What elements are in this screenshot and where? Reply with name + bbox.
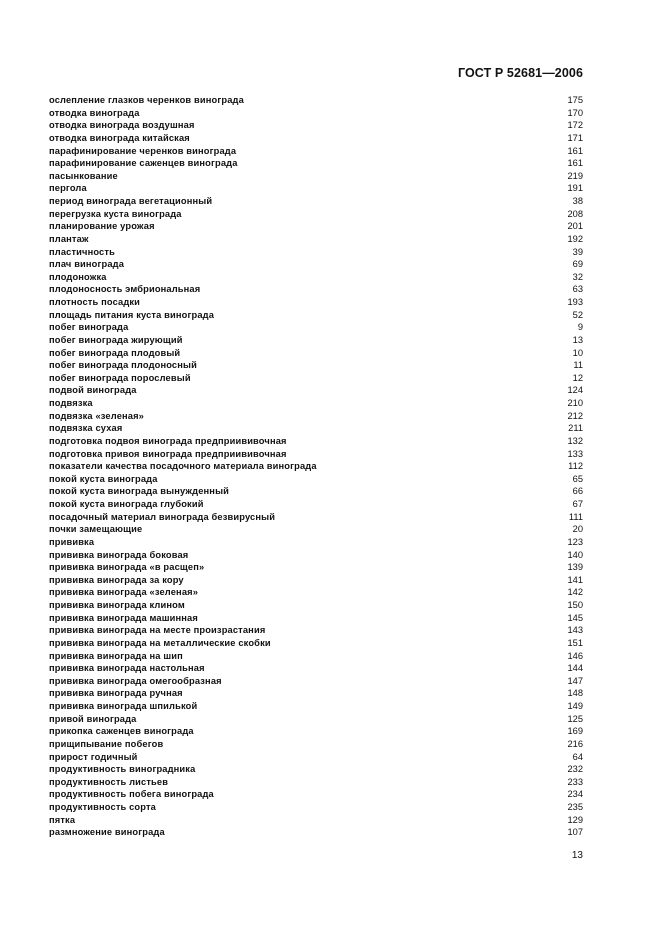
index-term: прививка винограда машинная — [49, 612, 198, 623]
index-page-number: 148 — [567, 688, 583, 699]
index-page-number: 133 — [567, 448, 583, 459]
index-entry — [49, 347, 583, 360]
index-term: прищипывание побегов — [49, 738, 164, 749]
index-entry — [49, 94, 583, 107]
index-entry — [49, 650, 583, 663]
index-term: прививка винограда на месте произрастания — [49, 625, 266, 636]
index-entry — [49, 574, 583, 587]
index-page-number: 212 — [567, 410, 583, 421]
index-page-number: 149 — [567, 701, 583, 711]
index-page-number: 143 — [567, 625, 583, 636]
index-entry — [49, 309, 583, 322]
index-term: прививка винограда омегообразная — [49, 675, 222, 686]
index-page-number: 107 — [567, 827, 583, 838]
index-term: подвязка — [49, 398, 93, 408]
index-term: плодоносность эмбриональная — [49, 284, 201, 295]
index-entry — [49, 511, 583, 524]
index-entry — [49, 687, 583, 700]
index-entry — [49, 296, 583, 309]
index-entry — [49, 751, 583, 764]
index-entry — [49, 182, 583, 195]
index-entry — [49, 258, 583, 271]
index-page-number: 235 — [567, 802, 583, 812]
index-entry — [49, 599, 583, 612]
index-page-number: 124 — [567, 385, 583, 396]
index-entry — [49, 220, 583, 233]
index-term: прививка винограда за кору — [49, 574, 184, 585]
index-term: пергола — [49, 183, 87, 194]
index-entry — [49, 549, 583, 562]
index-page-number: 147 — [567, 675, 583, 686]
index-entry — [49, 233, 583, 246]
index-term: отводка винограда китайская — [49, 132, 190, 143]
index-term: пластичность — [49, 246, 115, 257]
index-page-number: 129 — [567, 814, 583, 825]
index-page-number: 13 — [572, 334, 583, 345]
index-page-number: 175 — [567, 95, 583, 105]
index-entry — [49, 725, 583, 738]
index-term: продуктивность сорта — [49, 802, 156, 812]
index-page-number: 67 — [572, 499, 583, 509]
index-page-number: 9 — [577, 322, 583, 333]
index-entry — [49, 561, 583, 574]
index-term: прививка винограда настольная — [49, 663, 205, 674]
index-term: продуктивность виноградника — [49, 764, 196, 775]
index-page-number: 65 — [572, 473, 583, 484]
index-page-number: 233 — [567, 776, 583, 787]
index-entry — [49, 448, 583, 461]
index-entry — [49, 801, 583, 814]
index-entry — [49, 145, 583, 158]
index-term: подвой винограда — [49, 385, 137, 396]
index-term: посадочный материал винограда безвирусный — [49, 511, 276, 522]
index-entry — [49, 662, 583, 675]
index-entry — [49, 700, 583, 713]
index-page-number: 12 — [572, 372, 583, 383]
index-term: парафинирование саженцев винограда — [49, 158, 238, 169]
index-term: покой куста винограда вынужденный — [49, 486, 230, 497]
index-page-number: 142 — [567, 587, 583, 598]
index-entry — [49, 334, 583, 347]
index-entry — [49, 826, 583, 839]
index-page-number: 64 — [572, 751, 583, 762]
index-term: показатели качества посадочного материала винограда — [49, 461, 317, 472]
page-number: 13 — [571, 850, 583, 861]
index-term: плодоножка — [49, 271, 107, 282]
index-entry — [49, 119, 583, 132]
index-page-number: 20 — [572, 524, 583, 535]
index-entry — [49, 271, 583, 284]
index-entry — [49, 321, 583, 334]
index-term: побег винограда порослевый — [49, 372, 191, 383]
index-term: покой куста винограда — [49, 473, 158, 484]
index-term: побег винограда жирующий — [49, 334, 183, 345]
index-entry — [49, 612, 583, 625]
index-page-number: 145 — [567, 612, 583, 623]
index-page-number: 66 — [572, 486, 583, 497]
index-term: пятка — [49, 814, 76, 825]
index-entry — [49, 359, 583, 372]
index-term: побег винограда плодоносный — [49, 360, 197, 371]
index-entry — [49, 246, 583, 259]
index-page-number: 161 — [567, 145, 583, 156]
term-index-list — [49, 94, 583, 839]
index-entry — [49, 132, 583, 145]
index-term: плотность посадки — [49, 297, 141, 307]
index-page-number: 210 — [567, 398, 583, 408]
index-term: площадь питания куста винограда — [49, 309, 215, 320]
index-term: продуктивность листьев — [49, 776, 169, 787]
index-page-number: 125 — [567, 713, 583, 724]
index-term: почки замещающие — [49, 524, 143, 535]
index-page-number: 38 — [572, 196, 583, 206]
index-entry — [49, 624, 583, 637]
index-term: прививка винограда на металлические скобки — [49, 637, 271, 648]
index-page-number: 123 — [567, 536, 583, 547]
index-page-number: 144 — [567, 663, 583, 674]
index-term: ослепление глазков черенков винограда — [49, 95, 244, 105]
index-entry — [49, 485, 583, 498]
index-term: прирост годичный — [49, 751, 138, 762]
index-entry — [49, 473, 583, 486]
index-entry — [49, 814, 583, 827]
index-page-number: 211 — [568, 423, 583, 434]
index-term: побег винограда — [49, 322, 129, 333]
index-entry — [49, 675, 583, 688]
index-entry — [49, 435, 583, 448]
index-term: перегрузка куста винограда — [49, 208, 182, 219]
index-entry — [49, 283, 583, 296]
index-page-number: 232 — [567, 764, 583, 775]
index-page-number: 111 — [568, 511, 583, 522]
index-page-number: 193 — [567, 297, 583, 307]
index-page-number: 171 — [567, 132, 583, 143]
index-term: подвязка сухая — [49, 423, 123, 434]
index-entry — [49, 586, 583, 599]
index-entry — [49, 397, 583, 410]
index-term: прививка — [49, 536, 95, 547]
index-page-number: 52 — [572, 309, 583, 320]
index-term: покой куста винограда глубокий — [49, 499, 204, 509]
index-entry — [49, 157, 583, 170]
index-page-number: 146 — [567, 650, 583, 661]
index-page-number: 219 — [567, 170, 583, 181]
index-page-number: 208 — [567, 208, 583, 219]
index-page-number: 69 — [572, 259, 583, 270]
index-page-number: 150 — [567, 600, 583, 610]
index-term: прививка винограда «зеленая» — [49, 587, 199, 598]
index-page-number: 216 — [567, 738, 583, 749]
index-page-number: 11 — [573, 360, 583, 371]
index-term: отводка винограда воздушная — [49, 120, 195, 131]
document-id: ГОСТ Р 52681—2006 — [457, 66, 583, 80]
index-page-number: 170 — [567, 107, 583, 118]
index-page-number: 169 — [567, 726, 583, 737]
index-term: период винограда вегетационный — [49, 196, 213, 206]
index-term: подготовка привоя винограда предприививочная — [49, 448, 287, 459]
index-entry — [49, 372, 583, 385]
index-entry — [49, 738, 583, 751]
index-term: подвязка «зеленая» — [49, 410, 144, 421]
index-term: прививка винограда шпилькой — [49, 701, 198, 711]
index-page-number: 151 — [567, 637, 583, 648]
index-term: продуктивность побега винограда — [49, 789, 214, 800]
index-entry — [49, 523, 583, 536]
index-page-number: 140 — [567, 549, 583, 560]
index-page-number: 32 — [572, 271, 583, 282]
index-term: пасынкование — [49, 170, 118, 181]
index-term: прививка винограда «в расщеп» — [49, 562, 205, 573]
index-entry — [49, 536, 583, 549]
index-page-number: 10 — [572, 347, 583, 358]
index-page-number: 191 — [567, 183, 583, 194]
index-entry — [49, 460, 583, 473]
index-term: привой винограда — [49, 713, 137, 724]
index-term: прививка винограда боковая — [49, 549, 189, 560]
index-entry — [49, 170, 583, 183]
index-term: подготовка подвоя винограда предприививочная — [49, 435, 287, 446]
index-entry — [49, 208, 583, 221]
index-entry — [49, 713, 583, 726]
index-term: парафинирование черенков винограда — [49, 145, 237, 156]
index-page-number: 63 — [572, 284, 583, 295]
index-page-number: 39 — [572, 246, 583, 257]
index-entry — [49, 498, 583, 511]
index-page-number: 139 — [567, 562, 583, 573]
index-entry — [49, 776, 583, 789]
index-entry — [49, 107, 583, 120]
index-entry — [49, 637, 583, 650]
index-term: прививка винограда клином — [49, 600, 185, 610]
index-term: побег винограда плодовый — [49, 347, 181, 358]
index-entry — [49, 763, 583, 776]
index-page-number: 201 — [567, 221, 583, 232]
index-term: отводка винограда — [49, 107, 140, 118]
index-term: размножение винограда — [49, 827, 165, 838]
index-page-number: 172 — [567, 120, 583, 131]
index-entry — [49, 788, 583, 801]
index-term: планирование урожая — [49, 221, 155, 232]
index-page-number: 234 — [567, 789, 583, 800]
index-term: прививка винограда на шип — [49, 650, 183, 661]
index-entry — [49, 410, 583, 423]
index-term: прикопка саженцев винограда — [49, 726, 194, 737]
index-page-number: 161 — [567, 158, 583, 169]
index-page-number: 112 — [568, 461, 583, 472]
index-page-number: 192 — [567, 233, 583, 244]
index-page-number: 141 — [567, 574, 583, 585]
index-term: плач винограда — [49, 259, 125, 270]
index-entry — [49, 422, 583, 435]
index-entry — [49, 195, 583, 208]
index-entry — [49, 384, 583, 397]
index-page-number: 132 — [567, 435, 583, 446]
index-term: плантаж — [49, 233, 89, 244]
index-term: прививка винограда ручная — [49, 688, 183, 699]
